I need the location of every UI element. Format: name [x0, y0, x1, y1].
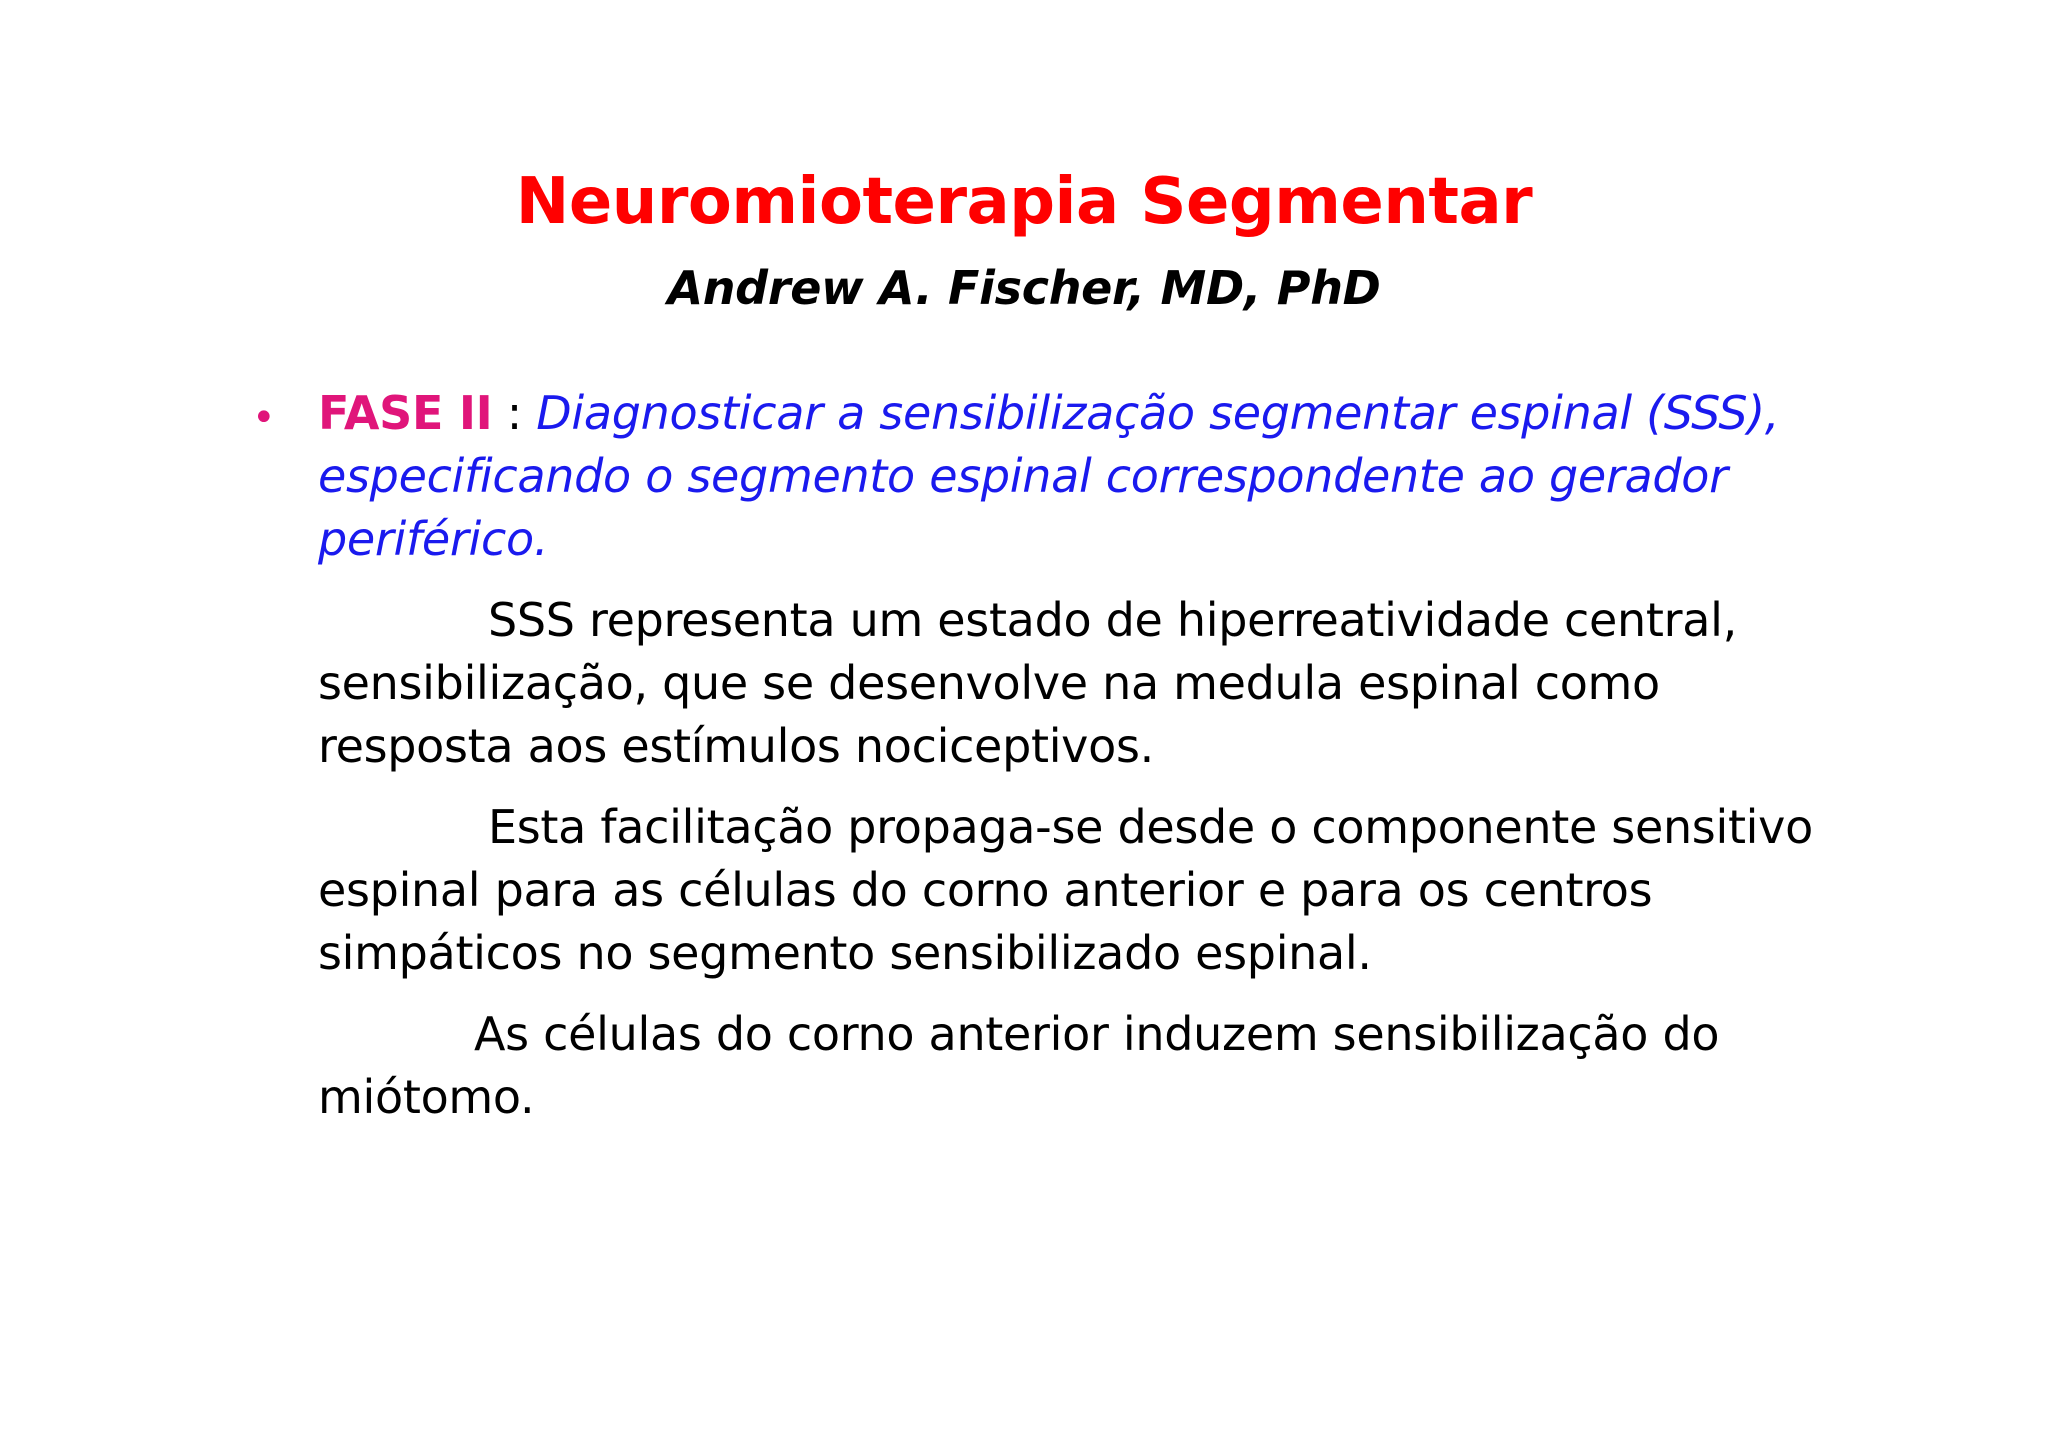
paragraph-text: As células do corno anterior induzem sensibilização do miótomo. — [318, 1007, 1720, 1124]
phase-item — [318, 382, 1818, 571]
slide-title: Neuromioterapia Segmentar — [515, 165, 1533, 239]
paragraph-facilitation — [318, 796, 1818, 985]
paragraph-text: SSS representa um estado de hiperreatividade central, sensibilização, que se desenvolve na medula espinal como resposta aos estímulos nociceptivos. — [318, 593, 1737, 773]
paragraph-text: Esta facilitação propaga-se desde o componente sensitivo espinal para as células do corno anterior e para os centros simpáticos no segmento sensibilizado espinal. — [318, 800, 1813, 980]
slide-body — [318, 382, 1818, 1147]
phase-label: FASE II — [318, 386, 493, 440]
bullet-icon: • — [252, 395, 276, 441]
paragraph-sss — [318, 589, 1818, 778]
slide-author: Andrew A. Fischer, MD, PhD — [667, 261, 1381, 315]
phase-separator: : — [492, 386, 537, 440]
paragraph-anterior-horn — [318, 1003, 1818, 1129]
phase-description: Diagnosticar a sensibilização segmentar espinal (SSS), especificando o segmento espinal correspondente ao gerador periférico. — [318, 386, 1780, 566]
